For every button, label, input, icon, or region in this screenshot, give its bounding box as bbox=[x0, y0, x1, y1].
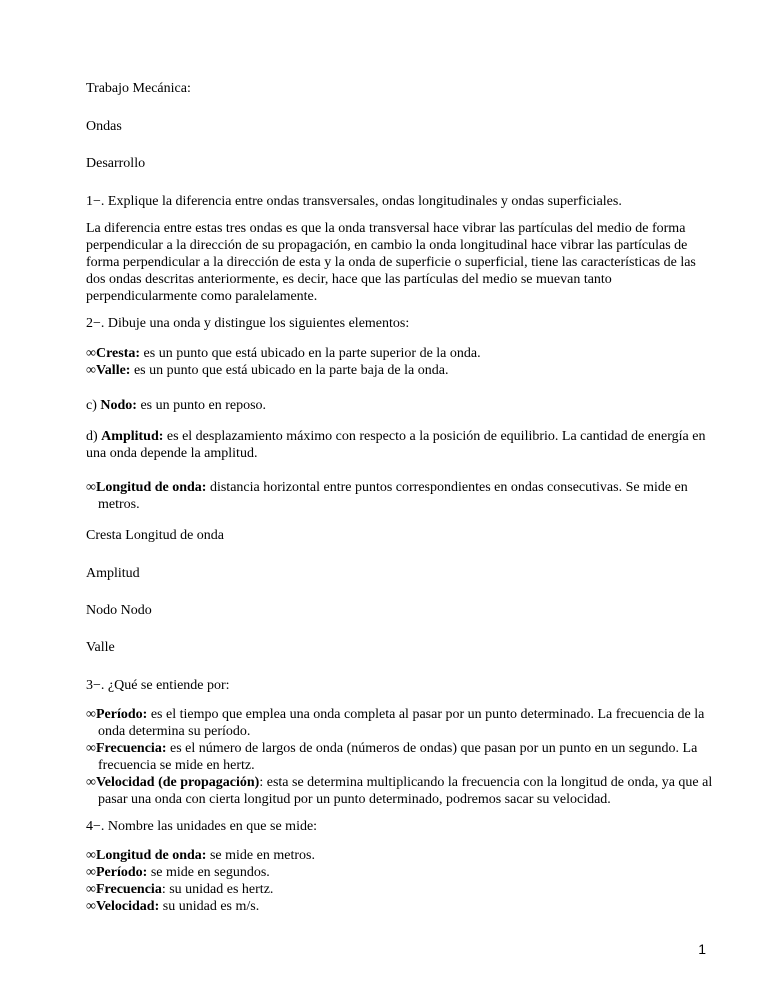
def-valle: es un punto que está ubicado en la parte baja de la onda. bbox=[130, 363, 449, 378]
bullet-glyph: ∞ bbox=[86, 707, 96, 722]
def-cresta: es un punto que está ubicado en la parte superior de la onda. bbox=[140, 346, 481, 361]
term-cresta: Cresta: bbox=[95, 346, 141, 361]
bullet-glyph: ∞ bbox=[86, 741, 96, 756]
question-4: 4−. Nombre las unidades en que se mide: bbox=[86, 819, 318, 834]
list-item-frecuencia bbox=[86, 740, 726, 774]
term-velocidad: Velocidad (de propagación) bbox=[95, 775, 260, 790]
list-item-unidad-frecuencia bbox=[86, 881, 726, 898]
term-unidad-periodo: Período: bbox=[95, 865, 148, 880]
term-unidad-longitud: Longitud de onda: bbox=[95, 848, 207, 863]
term-frecuencia: Frecuencia: bbox=[95, 741, 167, 756]
def-longitud: distancia horizontal entre puntos correspondientes en ondas consecutivas. Se mide en metros. bbox=[98, 480, 688, 512]
def-nodo: es un punto en reposo. bbox=[136, 398, 267, 413]
def-amplitud: es el desplazamiento máximo con respecto a la posición de equilibrio. La cantidad de energía en una onda depende la amplitud. bbox=[86, 429, 706, 461]
def-frecuencia: es el número de largos de onda (números de ondas) que pasan por un punto en un segundo. La frecuencia se mide en hertz. bbox=[98, 741, 698, 773]
term-valle: Valle: bbox=[95, 363, 131, 378]
list-item-cresta bbox=[86, 345, 726, 362]
bullet-glyph: ∞ bbox=[86, 480, 96, 495]
term-nodo: Nodo: bbox=[100, 398, 137, 413]
def-unidad-velocidad: su unidad es m/s. bbox=[159, 899, 260, 914]
list-item-unidad-longitud bbox=[86, 847, 726, 864]
bullet-glyph: ∞ bbox=[86, 775, 96, 790]
question-2: 2−. Dibuje una onda y distingue los siguientes elementos: bbox=[86, 316, 410, 331]
figure-label-cresta-longitud: Cresta Longitud de onda bbox=[86, 528, 225, 543]
item-amplitud bbox=[86, 428, 714, 462]
term-unidad-velocidad: Velocidad: bbox=[95, 899, 160, 914]
bullet-glyph: ∞ bbox=[86, 899, 96, 914]
def-velocidad: : esta se determina multiplicando la frecuencia con la longitud de onda, ya que al pasar una onda con cierta longitud por un punto determinado, podremos sacar su velocidad. bbox=[98, 775, 713, 807]
list-item-unidad-velocidad bbox=[86, 898, 726, 915]
bullet-glyph: ∞ bbox=[86, 346, 96, 361]
question-1: 1−. Explique la diferencia entre ondas transversales, ondas longitudinales y ondas superficiales. bbox=[86, 194, 622, 209]
figure-label-amplitud: Amplitud bbox=[86, 566, 140, 581]
list-item-longitud bbox=[86, 479, 726, 513]
answer-1: La diferencia entre estas tres ondas es que la onda transversal hace vibrar las partículas del medio de forma perpendicular a la dirección de su propagación, en cambio la onda longitudinal hace vibrar las partículas de forma perpendicular a la dirección de esta y la onda de superficie o superficial, tiene las características de las dos ondas descritas anteriormente, es decir, hace que las partículas del medio se muevan tanto perpendicularmente como paralelamente. bbox=[86, 221, 696, 304]
section-heading: Desarrollo bbox=[86, 156, 146, 171]
term-unidad-frecuencia: Frecuencia bbox=[95, 882, 162, 897]
item-nodo bbox=[86, 397, 714, 414]
def-unidad-longitud: se mide en metros. bbox=[206, 848, 315, 863]
figure-label-valle: Valle bbox=[86, 640, 115, 655]
list-item-periodo bbox=[86, 706, 726, 740]
question-3: 3−. ¿Qué se entiende por: bbox=[86, 678, 230, 693]
def-unidad-periodo: se mide en segundos. bbox=[147, 865, 270, 880]
figure-label-nodo: Nodo Nodo bbox=[86, 603, 152, 618]
list-item-unidad-periodo bbox=[86, 864, 726, 881]
bullet-glyph: ∞ bbox=[86, 848, 96, 863]
bullet-glyph: ∞ bbox=[86, 363, 96, 378]
prefix-amplitud: d) bbox=[86, 429, 102, 444]
bullet-glyph: ∞ bbox=[86, 882, 96, 897]
term-longitud: Longitud de onda: bbox=[95, 480, 207, 495]
def-periodo: es el tiempo que emplea una onda completa al pasar por un punto determinado. La frecuencia de la onda determina su período. bbox=[98, 707, 705, 739]
def-unidad-frecuencia: : su unidad es hertz. bbox=[161, 882, 274, 897]
page-number: 1 bbox=[698, 941, 706, 957]
bullet-glyph: ∞ bbox=[86, 865, 96, 880]
doc-subtitle: Ondas bbox=[86, 119, 122, 134]
list-item-valle bbox=[86, 362, 726, 379]
doc-title: Trabajo Mecánica: bbox=[86, 81, 191, 96]
list-item-velocidad bbox=[86, 774, 726, 808]
term-amplitud: Amplitud: bbox=[101, 429, 164, 444]
term-periodo: Período: bbox=[95, 707, 148, 722]
prefix-nodo: c) bbox=[86, 398, 101, 413]
